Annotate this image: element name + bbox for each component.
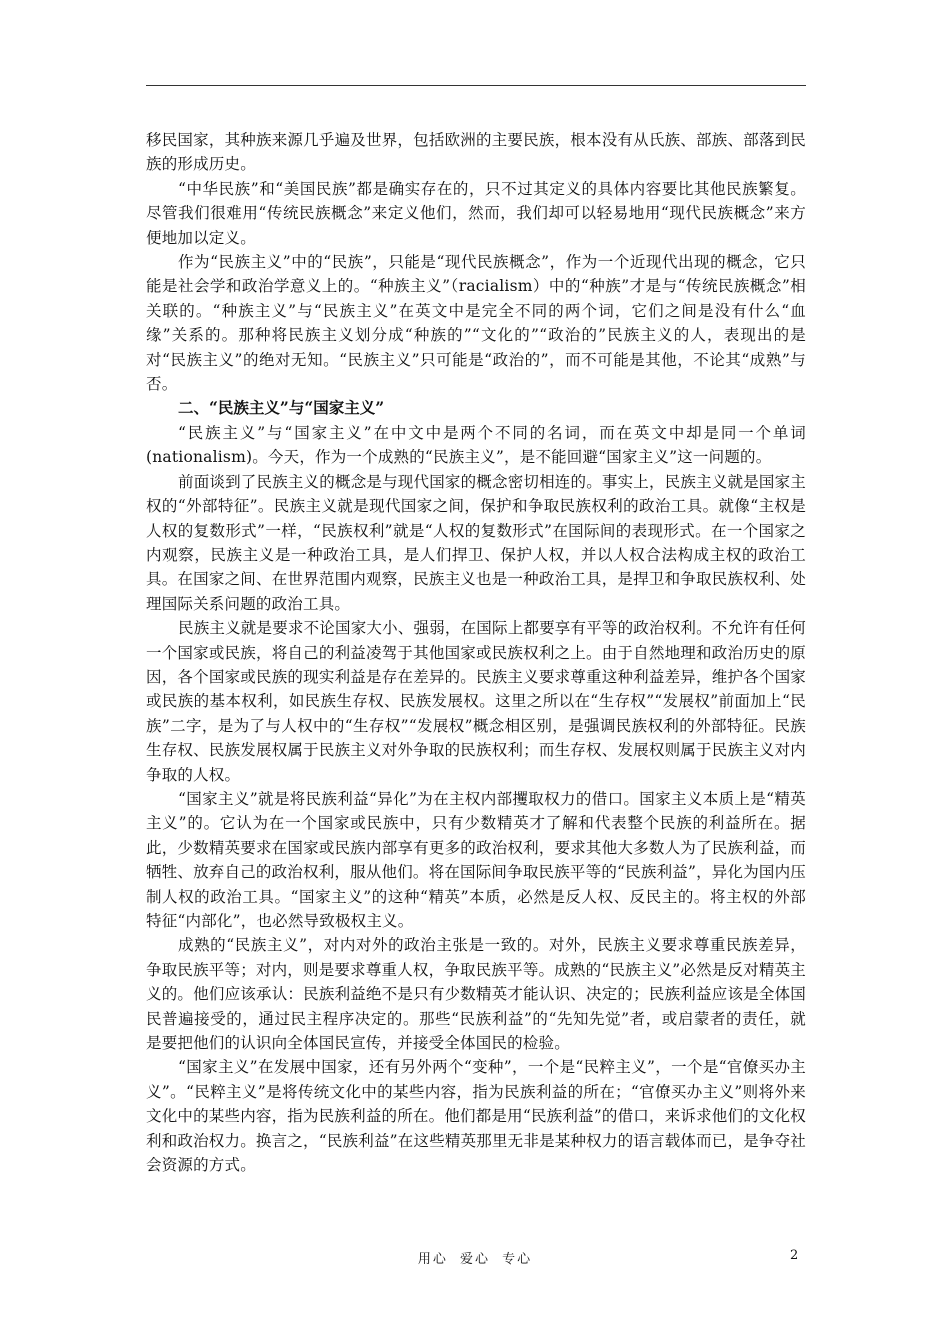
paragraph: 作为“民族主义”中的“民族”，只能是“现代民族概念”，作为一个近现代出现的概念，它只能是社会学和政治学意义上的。“种族主义”（racialism）中的“种族”才是与“传统民族概念”相关联的。“种族主义”与“民族主义”在英文中是完全不同的两个词，它们之间是没有什么“血缘”关系的。那种将民族主义划分成“种族的”“文化的”“政治的”民族主义的人，表现出的是对“民族主义”的绝对无知。“民族主义”只可能是“政治的”，而不可能是其他，不论其“成熟”与否。 — [146, 253, 806, 394]
paragraph: 成熟的“民族主义”，对内对外的政治主张是一致的。对外，民族主义要求尊重民族差异，争取民族平等；对内，则是要求尊重人权，争取民族平等。成熟的“民族主义”必然是反对精英主义的。他们应该承认：民族利益绝不是只有少数精英才能认识、决定的；民族利益应该是全体国民普遍接受的，通过民主程序决定的。那些“民族利益”的“先知先觉”者，或启蒙者的责任，就是要把他们的认识向全体国民宣传，并接受全体国民的检验。 — [146, 936, 806, 1053]
paragraph: 民族主义就是要求不论国家大小、强弱，在国际上都要享有平等的政治权利。不允许有任何一个国家或民族，将自己的利益凌驾于其他国家或民族权利之上。由于自然地理和政治历史的原因，各个国家或民族的现实利益是存在差异的。民族主义要求尊重这种利益差异，维护各个国家或民族的基本权利，如民族生存权、民族发展权。这里之所以在“生存权”“发展权”前面加上“民族”二字，是为了与人权中的“生存权”“发展权”概念相区别，是强调民族权利的外部特征。民族生存权、民族发展权属于民族主义对外争取的民族权利；而生存权、发展权则属于民族主义对内争取的人权。 — [146, 619, 807, 784]
paragraph-continuation: 移民国家，其种族来源几乎遍及世界，包括欧洲的主要民族，根本没有从氏族、部族、部落到民族的形成历史。 — [146, 131, 806, 174]
paragraph: “中华民族”和“美国民族”都是确实存在的，只不过其定义的具体内容要比其他民族繁复。尽管我们很难用“传统民族概念”来定义他们，然而，我们却可以轻易地用“现代民族概念”来方便地加以定义。 — [146, 179, 806, 247]
paragraph: 前面谈到了民族主义的概念是与现代国家的概念密切相连的。事实上，民族主义就是国家主权的“外部特征”。民族主义就是现代国家之间，保护和争取民族权利的政治工具。就像“主权是人权的复数形式”一样，“民族权利”就是“人权的复数形式”在国际间的表现形式。在一个国家之内观察，民族主义是一种政治工具，是人们捍卫、保护人权，并以人权合法构成主权的政治工具。在国家之间、在世界范围内观察，民族主义也是一种政治工具，是捍卫和争取民族权利、处理国际关系问题的政治工具。 — [146, 472, 807, 613]
paragraph: “民族主义”与“国家主义”在中文中是两个不同的名词，而在英文中却是同一个单词(nationalism)。今天，作为一个成熟的“民族主义”，是不能回避“国家主义”这一问题的。 — [146, 423, 806, 467]
paragraph: “国家主义”在发展中国家，还有另外两个“变种”，一个是“民粹主义”，一个是“官僚买办主义”。“民粹主义”是将传统文化中的某些内容，指为民族利益的所在；“官僚买办主义”则将外来文化中的某些内容，指为民族利益的所在。他们都是用“民族利益”的借口，来诉求他们的文化权利和政治权力。换言之，“民族利益”在这些精英那里无非是某种权力的语言载体而已，是争夺社会资源的方式。 — [146, 1058, 806, 1175]
header-rule — [146, 85, 806, 86]
page-number: 2 — [790, 1248, 799, 1263]
footer-slogan: 用心 爱心 专心 — [417, 1252, 533, 1267]
body-text — [146, 128, 806, 1177]
paragraph: “国家主义”就是将民族利益“异化”为在主权内部攫取权力的借口。国家主义本质上是“精英主义”的。它认为在一个国家或民族中，只有少数精英才了解和代表整个民族的利益所在。据此，少数精英要求在国家或民族内部享有更多的政治权利，要求其他大多数人为了民族利益，而牺牲、放弃自己的政治权利，服从他们。将在国际间争取民族平等的“民族利益”，异化为国内压制人权的政治工具。“国家主义”的这种“精英”本质，必然是反人权、反民主的。将主权的外部特征“内部化”，也必然导致极权主义。 — [146, 789, 806, 930]
section-heading: 二、“民族主义”与“国家主义” — [178, 398, 385, 418]
